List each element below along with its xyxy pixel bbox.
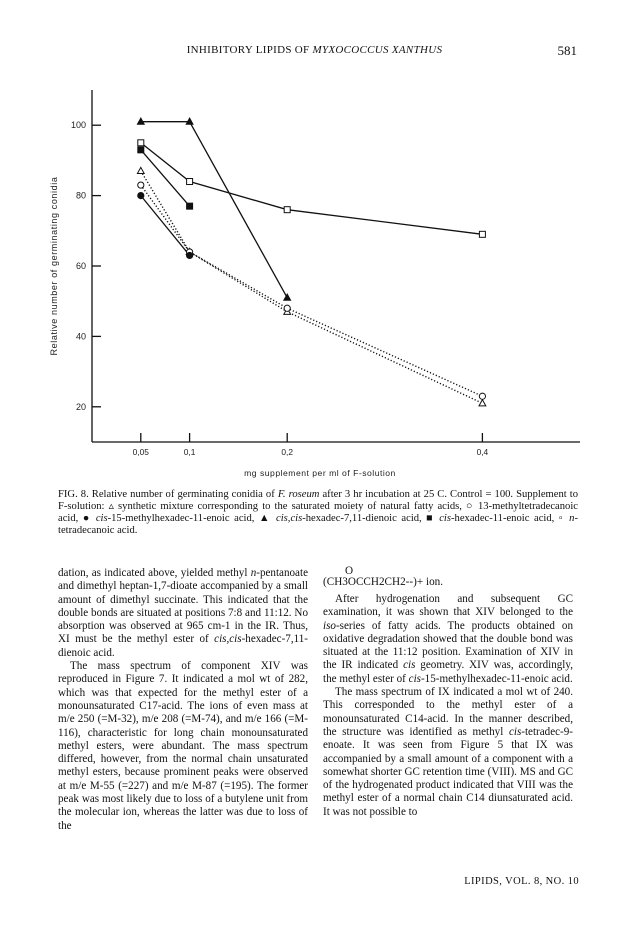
right-p2-text-b: -tetradec-9-enoate. It was seen from Figure 5 that IX was accompanied by a small amount of a component with a somewhat shorter GC retention time (VIII). MS and GC of the hydrogenated product indicated that VIII was the methyl ester of a normal chain C14 diunsaturated acid. It was not possible to <box>323 725 573 818</box>
figure-caption <box>58 489 578 537</box>
x-tick-label: 0,4 <box>476 447 489 457</box>
right-p1-italic-2: cis <box>403 659 416 672</box>
formula-carbonyl-o: O <box>345 565 354 577</box>
y-tick-label: 40 <box>75 331 86 342</box>
running-head-organism: MYXOCOCCUS XANTHUS <box>312 44 443 56</box>
formula-text: (CH3OCCH2CH2--)+ ion. <box>323 576 444 588</box>
series-line-square-filled <box>141 150 190 206</box>
x-ticks <box>133 433 489 457</box>
data-point-square-open <box>479 231 485 237</box>
left-p1-italic-1: n <box>250 567 257 579</box>
right-p2-text-a: The mass spectrum of IX indicated a mol wt of 240. This corresponded to the methyl ester of a monounsaturated C14-acid. In the manner described, the structure was identified as methyl <box>323 686 573 738</box>
y-axis-label: Relative number of germinating conidia <box>49 176 59 356</box>
x-axis-label: mg supplement per ml of F-solution <box>244 468 396 478</box>
caption-text-6: -tetradecanoic acid. <box>58 513 578 536</box>
x-tick-label: 0,2 <box>281 447 294 457</box>
series-line-triangle-filled <box>141 122 287 298</box>
x-tick-label: 0,1 <box>183 447 196 457</box>
caption-text-3: -15-methylhexadec-11-enoic acid, ▲ <box>107 513 277 524</box>
caption-italic-2: cis <box>95 513 108 524</box>
plot-frame <box>92 90 580 442</box>
x-tick-label: 0,05 <box>132 447 149 457</box>
caption-organism: F. roseum <box>277 489 320 500</box>
left-paragraph-1 <box>58 567 308 660</box>
right-p1-text-a: After hydrogenation and subsequent GC examination, it was shown that XIV belonged to the <box>323 593 573 619</box>
caption-text-1: Relative number of germinating conidia of <box>88 489 278 500</box>
data-point-circle-open <box>284 305 290 311</box>
figure-8-chart <box>20 88 620 478</box>
caption-text-5: -hexadec-11-enoic acid, ▫ <box>451 513 570 524</box>
data-point-circle-open <box>479 393 485 399</box>
caption-italic-5: n <box>569 513 575 524</box>
y-ticks <box>71 120 101 412</box>
data-point-square-filled <box>138 147 144 153</box>
caption-italic-3: cis,cis <box>276 513 303 524</box>
right-paragraph-2 <box>323 686 573 819</box>
left-p1-italic-2: cis,cis <box>214 633 242 646</box>
left-paragraph-2: The mass spectrum of component XIV was reproduced in Figure 7. It indicated a mol wt of 282, which was that expected for the methyl ester of a monounsaturated C17-acid. The ions of even mass at m/e 250 (=M-32), m/e 208 (=M-74), and m/e 166 (=M-116), characteristic for long chain monounsaturated methyl esters, were abundant. The mass spectrum differed, however, from the normal chain unsaturated methyl esters, because prominent peaks were observed at m/e M-55 (=227) and m/e M-87 (=195). The former peak was most likely due to loss of a butylene unit from the molecular ion, whereas the latter was due to loss of the <box>58 660 308 832</box>
caption-text-4: -hexadec-7,11-dienoic acid, ■ <box>302 513 440 524</box>
data-point-triangle-open <box>479 400 486 406</box>
series-lines <box>141 122 483 404</box>
series-markers <box>137 118 485 406</box>
data-point-circle-filled <box>138 193 144 199</box>
series-line-circle-filled <box>141 196 190 256</box>
left-p1-text-c: -hexadec-7,11-dienoic acid. <box>58 633 308 659</box>
left-p1-text-a: dation, as indicated above, yielded methyl <box>58 567 251 579</box>
ion-formula <box>323 567 573 589</box>
running-head-prefix: INHIBITORY LIPIDS OF <box>186 44 313 56</box>
right-paragraph-1 <box>323 593 573 686</box>
series-line-square-open <box>141 143 483 235</box>
data-point-circle-open <box>138 182 144 188</box>
y-tick-label: 100 <box>70 120 86 131</box>
data-point-square-filled <box>187 203 193 209</box>
y-tick-label: 60 <box>75 261 86 271</box>
data-point-square-open <box>138 140 144 146</box>
running-head <box>0 44 629 56</box>
right-p1-text-b: -series of fatty acids. The products obtained on oxidative degradation showed that the double bond was situated at the 11:12 position. Examination of XIV in the IR indicated <box>323 619 573 672</box>
right-p1-text-d: -15-methylhexadec-11-enoic acid. <box>420 672 573 685</box>
caption-label: FIG. 8. <box>58 489 89 500</box>
left-p1-text-b: -pentanoate and dimethyl heptan-1,7-dioate accompanied by a small amount of dimethyl succinate. This indicated that the double bonds are situated at positions 7:8 and 11:12. No absorption was observed at 965 cm-1 in the IR. Thus, XI must be the methyl ester of <box>58 567 308 646</box>
right-column <box>323 567 573 819</box>
y-tick-label: 20 <box>75 401 86 412</box>
data-point-triangle-filled <box>284 294 291 300</box>
right-p1-text-c: geometry. XIV was, accordingly, the methyl ester of <box>323 659 573 685</box>
data-point-square-open <box>284 207 290 213</box>
footer-journal: LIPIDS, VOL. 8, NO. 10 <box>464 876 579 887</box>
caption-italic-4: cis <box>439 513 451 524</box>
right-p1-italic-1: iso <box>323 619 336 632</box>
right-p1-italic-3: cis <box>408 672 421 685</box>
left-column <box>58 567 308 833</box>
data-point-square-open <box>187 179 193 185</box>
data-point-circle-filled <box>187 252 193 258</box>
y-tick-label: 80 <box>75 190 86 201</box>
page-number: 581 <box>557 43 577 58</box>
right-p2-italic-1: cis <box>508 725 522 738</box>
caption-text-2: after 3 hr incubation at 25 C. Control = 100. Supplement to F-solution: ▵ synthetic mixture corresponding to the saturated moiety of natural fatty acids, ○ 13-methyltetradecanoic acid, ● <box>58 489 579 524</box>
data-point-triangle-open <box>137 167 144 173</box>
series-line-circle-open <box>141 185 483 396</box>
